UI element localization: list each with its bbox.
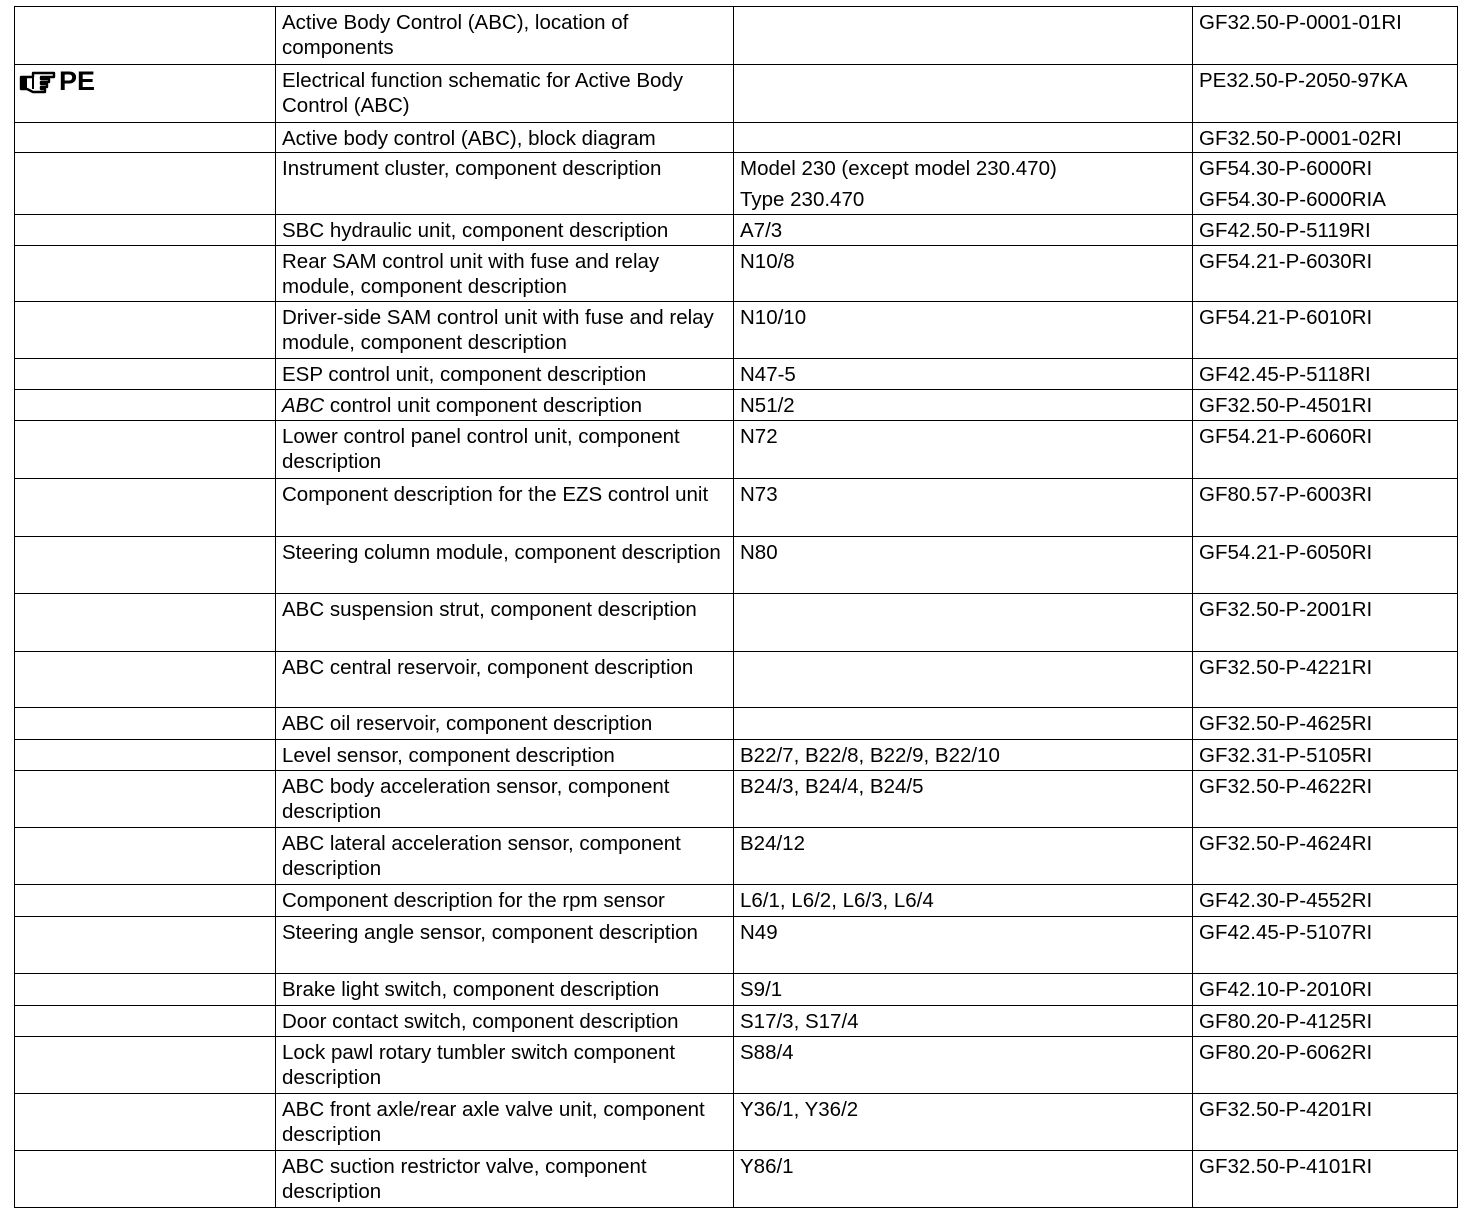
component-cell <box>734 7 1193 65</box>
reference-link[interactable]: GF80.57-P-6003RI <box>1193 479 1458 537</box>
description-cell: SBC hydraulic unit, component description <box>276 215 734 246</box>
reference-link[interactable]: GF42.50-P-5119RI <box>1193 215 1458 246</box>
description-cell: ABC suspension strut, component description <box>276 594 734 652</box>
component-cell: L6/1, L6/2, L6/3, L6/4 <box>734 885 1193 917</box>
reference-link[interactable]: GF32.50-P-4221RI <box>1193 652 1458 708</box>
marker-cell <box>15 1151 276 1208</box>
reference-link[interactable]: GF54.21-P-6050RI <box>1193 537 1458 594</box>
table-row <box>15 153 1458 215</box>
table-row <box>15 215 1458 246</box>
marker-cell <box>15 828 276 885</box>
table-row <box>15 246 1458 302</box>
marker-cell <box>15 1006 276 1037</box>
description-cell: Active Body Control (ABC), location of components <box>276 7 734 65</box>
marker-cell <box>15 123 276 153</box>
marker-cell <box>15 708 276 740</box>
description-cell: Brake light switch, component description <box>276 974 734 1006</box>
component-cell: N49 <box>734 917 1193 974</box>
description-cell: Steering column module, component description <box>276 537 734 594</box>
marker-cell <box>15 359 276 390</box>
marker-cell <box>15 537 276 594</box>
marker-cell <box>15 1094 276 1151</box>
description-cell: ABC oil reservoir, component description <box>276 708 734 740</box>
component-cell: N10/8 <box>734 246 1193 302</box>
marker-cell <box>15 390 276 421</box>
reference-link[interactable]: GF42.10-P-2010RI <box>1193 974 1458 1006</box>
table-row <box>15 7 1458 65</box>
marker-cell <box>15 215 276 246</box>
component-cell: B22/7, B22/8, B22/9, B22/10 <box>734 740 1193 771</box>
table-row <box>15 1006 1458 1037</box>
component-cell: S17/3, S17/4 <box>734 1006 1193 1037</box>
marker-cell <box>15 421 276 479</box>
description-cell: ABC front axle/rear axle valve unit, component description <box>276 1094 734 1151</box>
table-row <box>15 302 1458 359</box>
marker-cell <box>15 885 276 917</box>
component-cell: N10/10 <box>734 302 1193 359</box>
table-row <box>15 740 1458 771</box>
description-cell: Component description for the EZS control unit <box>276 479 734 537</box>
pe-label: PE <box>59 66 96 96</box>
reference-link[interactable]: GF54.30-P-6000RIA <box>1199 188 1386 211</box>
description-cell <box>276 390 734 421</box>
marker-cell <box>15 246 276 302</box>
table-row <box>15 594 1458 652</box>
component-line: Model 230 (except model 230.470) <box>740 157 1057 180</box>
reference-link[interactable]: GF54.30-P-6000RI <box>1199 157 1373 180</box>
description-cell: Active body control (ABC), block diagram <box>276 123 734 153</box>
description-cell: Instrument cluster, component description <box>276 153 734 215</box>
component-cell <box>734 652 1193 708</box>
reference-link[interactable]: GF42.45-P-5107RI <box>1193 917 1458 974</box>
reference-link[interactable]: GF54.21-P-6030RI <box>1193 246 1458 302</box>
component-line: Type 230.470 <box>740 188 865 211</box>
table-row <box>15 652 1458 708</box>
reference-link[interactable]: GF32.50-P-4101RI <box>1193 1151 1458 1208</box>
reference-link[interactable]: GF32.50-P-4624RI <box>1193 828 1458 885</box>
marker-cell <box>15 479 276 537</box>
reference-link[interactable]: GF32.50-P-4501RI <box>1193 390 1458 421</box>
component-cell: Y86/1 <box>734 1151 1193 1208</box>
description-cell: ABC central reservoir, component description <box>276 652 734 708</box>
reference-link[interactable]: PE32.50-P-2050-97KA <box>1193 65 1458 123</box>
marker-cell <box>15 974 276 1006</box>
marker-cell <box>15 917 276 974</box>
table-row <box>15 421 1458 479</box>
description-text: control unit component description <box>324 394 643 417</box>
table-row <box>15 479 1458 537</box>
description-cell: Door contact switch, component description <box>276 1006 734 1037</box>
component-cell: N80 <box>734 537 1193 594</box>
component-cell: B24/12 <box>734 828 1193 885</box>
description-cell: Steering angle sensor, component description <box>276 917 734 974</box>
marker-cell <box>15 302 276 359</box>
description-cell: Electrical function schematic for Active Body Control (ABC) <box>276 65 734 123</box>
table-row <box>15 390 1458 421</box>
component-cell: Y36/1, Y36/2 <box>734 1094 1193 1151</box>
table-row <box>15 65 1458 123</box>
marker-cell <box>15 771 276 828</box>
table-row <box>15 1037 1458 1094</box>
description-cell: Rear SAM control unit with fuse and relay module, component description <box>276 246 734 302</box>
marker-cell <box>15 153 276 215</box>
description-cell: ABC lateral acceleration sensor, component description <box>276 828 734 885</box>
reference-link[interactable]: GF80.20-P-4125RI <box>1193 1006 1458 1037</box>
table-row <box>15 1094 1458 1151</box>
table-row <box>15 123 1458 153</box>
description-italic: ABC <box>282 394 325 417</box>
reference-link[interactable]: GF54.21-P-6060RI <box>1193 421 1458 479</box>
component-cell: N47-5 <box>734 359 1193 390</box>
component-cell: S9/1 <box>734 974 1193 1006</box>
component-cell <box>734 65 1193 123</box>
reference-link[interactable]: GF32.50-P-0001-02RI <box>1193 123 1458 153</box>
marker-cell <box>15 594 276 652</box>
table-row <box>15 359 1458 390</box>
description-cell: Lock pawl rotary tumbler switch component description <box>276 1037 734 1094</box>
reference-link[interactable]: GF32.50-P-4622RI <box>1193 771 1458 828</box>
reference-link[interactable]: GF32.31-P-5105RI <box>1193 740 1458 771</box>
reference-link[interactable]: GF42.30-P-4552RI <box>1193 885 1458 917</box>
component-cell <box>734 708 1193 740</box>
reference-link[interactable]: GF42.45-P-5118RI <box>1193 359 1458 390</box>
marker-cell <box>15 7 276 65</box>
table-row <box>15 537 1458 594</box>
pointing-hand-icon <box>19 68 57 94</box>
pe-marker[interactable] <box>19 66 95 96</box>
reference-cell <box>1193 153 1458 215</box>
reference-link[interactable]: GF32.50-P-2001RI <box>1193 594 1458 652</box>
table-row <box>15 771 1458 828</box>
description-cell: ESP control unit, component description <box>276 359 734 390</box>
table-row <box>15 708 1458 740</box>
reference-link[interactable]: GF32.50-P-4201RI <box>1193 1094 1458 1151</box>
reference-link[interactable]: GF80.20-P-6062RI <box>1193 1037 1458 1094</box>
reference-link[interactable]: GF32.50-P-4625RI <box>1193 708 1458 740</box>
description-cell: ABC suction restrictor valve, component description <box>276 1151 734 1208</box>
marker-cell <box>15 740 276 771</box>
description-cell: Lower control panel control unit, component description <box>276 421 734 479</box>
marker-cell <box>15 65 276 123</box>
reference-link[interactable]: GF54.21-P-6010RI <box>1193 302 1458 359</box>
table-row <box>15 974 1458 1006</box>
marker-cell <box>15 1037 276 1094</box>
component-cell <box>734 594 1193 652</box>
component-cell: N51/2 <box>734 390 1193 421</box>
marker-cell <box>15 652 276 708</box>
component-cell: B24/3, B24/4, B24/5 <box>734 771 1193 828</box>
description-cell: ABC body acceleration sensor, component description <box>276 771 734 828</box>
component-cell: A7/3 <box>734 215 1193 246</box>
component-cell: N72 <box>734 421 1193 479</box>
component-cell <box>734 123 1193 153</box>
component-cell <box>734 153 1193 215</box>
description-cell: Component description for the rpm sensor <box>276 885 734 917</box>
reference-link[interactable]: GF32.50-P-0001-01RI <box>1193 7 1458 65</box>
reference-table <box>14 6 1458 1208</box>
component-cell: S88/4 <box>734 1037 1193 1094</box>
table-row <box>15 1151 1458 1208</box>
table-row <box>15 917 1458 974</box>
description-cell: Level sensor, component description <box>276 740 734 771</box>
description-cell: Driver-side SAM control unit with fuse and relay module, component description <box>276 302 734 359</box>
table-row <box>15 885 1458 917</box>
component-cell: N73 <box>734 479 1193 537</box>
table-row <box>15 828 1458 885</box>
